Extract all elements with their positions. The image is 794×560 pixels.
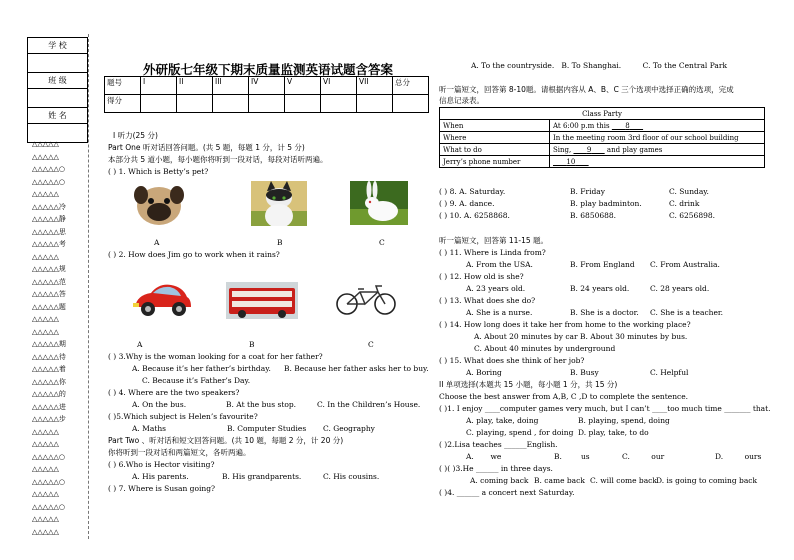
seal-row: △△△△△答 bbox=[32, 290, 66, 298]
mc1-option-d: D. play, take, to do bbox=[578, 428, 649, 437]
mc-question-2: ( )2.Lisa teaches ______English. bbox=[439, 440, 558, 449]
seal-row: △△△△△○ bbox=[32, 165, 66, 173]
seal-row: △△△△△○ bbox=[32, 452, 66, 461]
school-field[interactable] bbox=[28, 54, 88, 73]
score-cell[interactable] bbox=[177, 95, 213, 113]
q1-label-c: C bbox=[379, 238, 385, 247]
bus-picture bbox=[226, 282, 298, 319]
dog-picture bbox=[128, 181, 190, 227]
seal-row: △△△△△冷 bbox=[32, 202, 66, 211]
party-where-value: In the meeting room 3rd floor of our school building bbox=[550, 132, 765, 144]
party-what-value: Sing, 9 and play games bbox=[550, 144, 765, 156]
q9-option-c: C. drink bbox=[669, 199, 700, 208]
party-when-value: At 6:00 p.m this 8 bbox=[550, 120, 765, 132]
score-cell[interactable] bbox=[393, 95, 429, 113]
q14-option-c: C. About 40 minutes by underground bbox=[474, 344, 616, 353]
question-3: ( ) 3.Why is the woman looking for a coat for her father? bbox=[108, 352, 323, 361]
q5-option-a: A. Maths bbox=[132, 424, 167, 433]
q3-option-b: B. Because her father asks her to buy. bbox=[284, 364, 429, 373]
seal-row: △△△△△ bbox=[32, 190, 59, 198]
q12-option-c: C. 28 years old. bbox=[650, 284, 710, 293]
seal-row: △△△△△ bbox=[32, 440, 59, 448]
mc-question-3: ( )( )3.He ______ in three days. bbox=[439, 464, 553, 473]
q12-option-a: A. 23 years old. bbox=[466, 284, 526, 293]
q13-option-c: C. She is a teacher. bbox=[650, 308, 724, 317]
seal-row: △△△△△ bbox=[32, 140, 59, 148]
class-party-table bbox=[439, 107, 765, 168]
q11-option-c: C. From Australia. bbox=[650, 260, 720, 269]
part-one-desc: 本部分共 5 道小题，每小题你将听到一段对话，每段对话听两遍。 bbox=[108, 155, 328, 164]
q14-option-a: A. About 20 minutes by car bbox=[474, 332, 578, 341]
school-label: 学 校 bbox=[28, 38, 88, 54]
mc2-option-c: C. our bbox=[622, 452, 665, 461]
question-11: ( ) 11. Where is Linda from? bbox=[439, 248, 546, 257]
party-when-label: When bbox=[440, 120, 550, 132]
seal-row: △△△△△○ bbox=[32, 477, 66, 486]
score-header-cell: V bbox=[285, 77, 321, 95]
part-two-title: Part Two 、听对话和短文回答问题。(共 10 题，每题 2 分，计 20 分) bbox=[108, 436, 344, 445]
q3-option-c: C. Because it’s Father’s Day. bbox=[142, 376, 251, 385]
q14-option-b: B. About 30 minutes by bus. bbox=[580, 332, 688, 341]
q6-option-a: A. His parents. bbox=[132, 472, 189, 481]
seal-row: △△△△△题 bbox=[32, 302, 66, 311]
seal-row: △△△△△期 bbox=[32, 340, 66, 348]
score-cell[interactable] bbox=[321, 95, 357, 113]
seal-row: △△△△△ bbox=[32, 315, 59, 323]
question-8: ( ) 8. A. Saturday. bbox=[439, 187, 506, 196]
seal-row: △△△△△ bbox=[32, 327, 59, 336]
party-where-label: Where bbox=[440, 132, 550, 144]
mc-question-4: ( )4. ______ a concert next Saturday. bbox=[439, 488, 575, 497]
mc3-option-c: C. will come back bbox=[590, 476, 657, 485]
seal-row: △△△△△考 bbox=[32, 240, 66, 248]
q2-label-c: C bbox=[368, 340, 374, 349]
question-6: ( ) 6.Who is Hector visiting? bbox=[108, 460, 215, 469]
mc2-option-a: A. we bbox=[466, 452, 502, 461]
party-phone-value: 10 bbox=[550, 156, 765, 168]
score-cell[interactable] bbox=[249, 95, 285, 113]
q11-option-b: B. From England bbox=[570, 260, 635, 269]
q12-option-b: B. 24 years old. bbox=[570, 284, 630, 293]
seal-row: △△△△△你 bbox=[32, 377, 66, 386]
class-label: 班 级 bbox=[28, 73, 88, 89]
mc1-option-a: A. play, take, doing bbox=[466, 416, 539, 425]
listening-intro-8-10-cont: 信息记录表。 bbox=[439, 96, 484, 105]
score-header-cell: II bbox=[177, 77, 213, 95]
question-4: ( ) 4. Where are the two speakers? bbox=[108, 388, 240, 397]
seal-divider bbox=[88, 34, 89, 539]
q1-label-b: B bbox=[277, 238, 283, 247]
q4-option-b: B. At the bus stop. bbox=[226, 400, 297, 409]
q1-label-a: A bbox=[154, 238, 160, 247]
seal-row: △△△△△ bbox=[32, 515, 59, 523]
seal-row: △△△△△ bbox=[32, 527, 59, 536]
q5-option-b: B. Computer Studies bbox=[227, 424, 307, 433]
name-label: 姓 名 bbox=[28, 108, 88, 124]
score-cell[interactable] bbox=[357, 95, 393, 113]
mc3-option-b: B. came back bbox=[534, 476, 585, 485]
mc3-option-a: A. coming back bbox=[470, 476, 529, 485]
question-13: ( ) 13. What does she do? bbox=[439, 296, 536, 305]
q10-option-b: B. 6850688. bbox=[570, 211, 617, 220]
mc3-option-d: D. is going to coming back bbox=[656, 476, 758, 485]
q15-option-b: B. Busy bbox=[570, 368, 599, 377]
seal-row: △△△△△○ bbox=[32, 177, 66, 186]
car-picture bbox=[131, 279, 193, 319]
section-2-title: II 单项选择(本题共 15 小题，每小题 1 分，共 15 分) bbox=[439, 380, 618, 389]
q4-option-a: A. On the bus. bbox=[132, 400, 187, 409]
seal-row: △△△△△进 bbox=[32, 402, 66, 411]
question-15: ( ) 15. What does she think of her job? bbox=[439, 356, 585, 365]
cat-picture bbox=[251, 181, 307, 226]
part-one-title: Part One 听对话回答问题。(共 5 题，每题 1 分，计 5 分) bbox=[108, 143, 305, 152]
party-table-title: Class Party bbox=[440, 108, 765, 120]
question-7: ( ) 7. Where is Susan going? bbox=[108, 484, 216, 493]
mc2-option-b: B. us bbox=[554, 452, 590, 461]
seal-row: △△△△△ bbox=[32, 152, 59, 161]
score-cell[interactable] bbox=[213, 95, 249, 113]
seal-row: △△△△△的 bbox=[32, 390, 66, 398]
seal-row: △△△△△待 bbox=[32, 352, 66, 361]
class-field[interactable] bbox=[28, 89, 88, 108]
bike-picture bbox=[334, 284, 398, 316]
score-header-cell: VII bbox=[357, 77, 393, 95]
q3-option-a: A. Because it’s her father’s birthday. bbox=[132, 364, 271, 373]
seal-row: △△△△△ bbox=[32, 490, 59, 498]
seal-row: △△△△△范 bbox=[32, 277, 66, 286]
section-2-desc: Choose the best answer from A,B, C ,D to complete the sentence. bbox=[439, 392, 689, 401]
question-10: ( ) 10. A. 6258868. bbox=[439, 211, 510, 220]
section-1-title: I 听力(25 分) bbox=[113, 131, 158, 140]
question-5: ( )5.Which subject is Helen’s favourite? bbox=[108, 412, 258, 421]
q2-label-b: B bbox=[249, 340, 255, 349]
q2-label-a: A bbox=[137, 340, 143, 349]
seal-row: △△△△△ bbox=[32, 465, 59, 473]
rabbit-picture bbox=[350, 181, 408, 225]
q15-option-a: A. Boring bbox=[466, 368, 502, 377]
seal-row: △△△△△静 bbox=[32, 215, 66, 223]
q10-option-c: C. 6256898. bbox=[669, 211, 716, 220]
score-table bbox=[104, 76, 429, 113]
q8-option-b: B. Friday bbox=[570, 187, 605, 196]
page-title: 外研版七年级下期末质量监测英语试题含答案 bbox=[143, 62, 394, 77]
student-info-table bbox=[27, 37, 88, 143]
question-12: ( ) 12. How old is she? bbox=[439, 272, 524, 281]
listening-intro-8-10: 听一篇短文，回答第 8-10题。请根据内容从 A、B、C 三个选项中选择正确的选项，完成 bbox=[439, 85, 734, 94]
mc-question-1: ( )1. I enjoy ____computer games very much, but I can’t ____too much time _______ that. bbox=[439, 404, 771, 413]
seal-row: △△△△△着 bbox=[32, 365, 66, 373]
score-header-cell: VI bbox=[321, 77, 357, 95]
seal-row: △△△△△○ bbox=[32, 502, 66, 511]
seal-row: △△△△△步 bbox=[32, 415, 66, 423]
seal-row: △△△△△ bbox=[32, 252, 59, 261]
party-phone-label: Jerry’s phone number bbox=[440, 156, 550, 168]
seal-row: △△△△△思 bbox=[32, 227, 66, 236]
q13-option-b: B. She is a doctor. bbox=[570, 308, 639, 317]
listening-intro-11-15: 听一篇短文，回答第 11-15 题。 bbox=[439, 236, 549, 245]
mc2-option-d: D. ours bbox=[715, 452, 762, 461]
score-row-label: 得分 bbox=[105, 95, 141, 113]
q7-options: A. To the countryside. B. To Shanghai. C. To the Central Park bbox=[471, 61, 728, 70]
q8-option-c: C. Sunday. bbox=[669, 187, 709, 196]
score-header-cell: 总分 bbox=[393, 77, 429, 95]
q9-option-b: B. play badminton. bbox=[570, 199, 642, 208]
q11-option-a: A. From the USA. bbox=[466, 260, 533, 269]
question-2: ( ) 2. How does Jim go to work when it rains? bbox=[108, 250, 280, 259]
q5-option-c: C. Geography bbox=[323, 424, 375, 433]
party-what-label: What to do bbox=[440, 144, 550, 156]
question-14: ( ) 14. How long does it take her from home to the working place? bbox=[439, 320, 691, 329]
question-9: ( ) 9. A. dance. bbox=[439, 199, 495, 208]
mc1-option-b: B. playing, spend, doing bbox=[578, 416, 670, 425]
score-header-cell: 题号 bbox=[105, 77, 141, 95]
score-cell[interactable] bbox=[141, 95, 177, 113]
q13-option-a: A. She is a nurse. bbox=[466, 308, 533, 317]
score-header-cell: I bbox=[141, 77, 177, 95]
mc1-option-c: C. playing, spend , for doing bbox=[466, 428, 574, 437]
seal-row: △△△△△ bbox=[32, 427, 59, 436]
seal-row: △△△△△规 bbox=[32, 265, 66, 273]
score-cell[interactable] bbox=[285, 95, 321, 113]
q6-option-c: C. His cousins. bbox=[323, 472, 380, 481]
score-header-cell: IV bbox=[249, 77, 285, 95]
score-header-cell: III bbox=[213, 77, 249, 95]
q6-option-b: B. His grandparents. bbox=[222, 472, 302, 481]
q15-option-c: C. Helpful bbox=[650, 368, 689, 377]
question-1: ( ) 1. Which is Betty’s pet? bbox=[108, 167, 209, 176]
q4-option-c: C. In the Children’s House. bbox=[317, 400, 421, 409]
part-two-desc: 你将听到一段对话和两篇短文，各听两遍。 bbox=[108, 448, 251, 457]
